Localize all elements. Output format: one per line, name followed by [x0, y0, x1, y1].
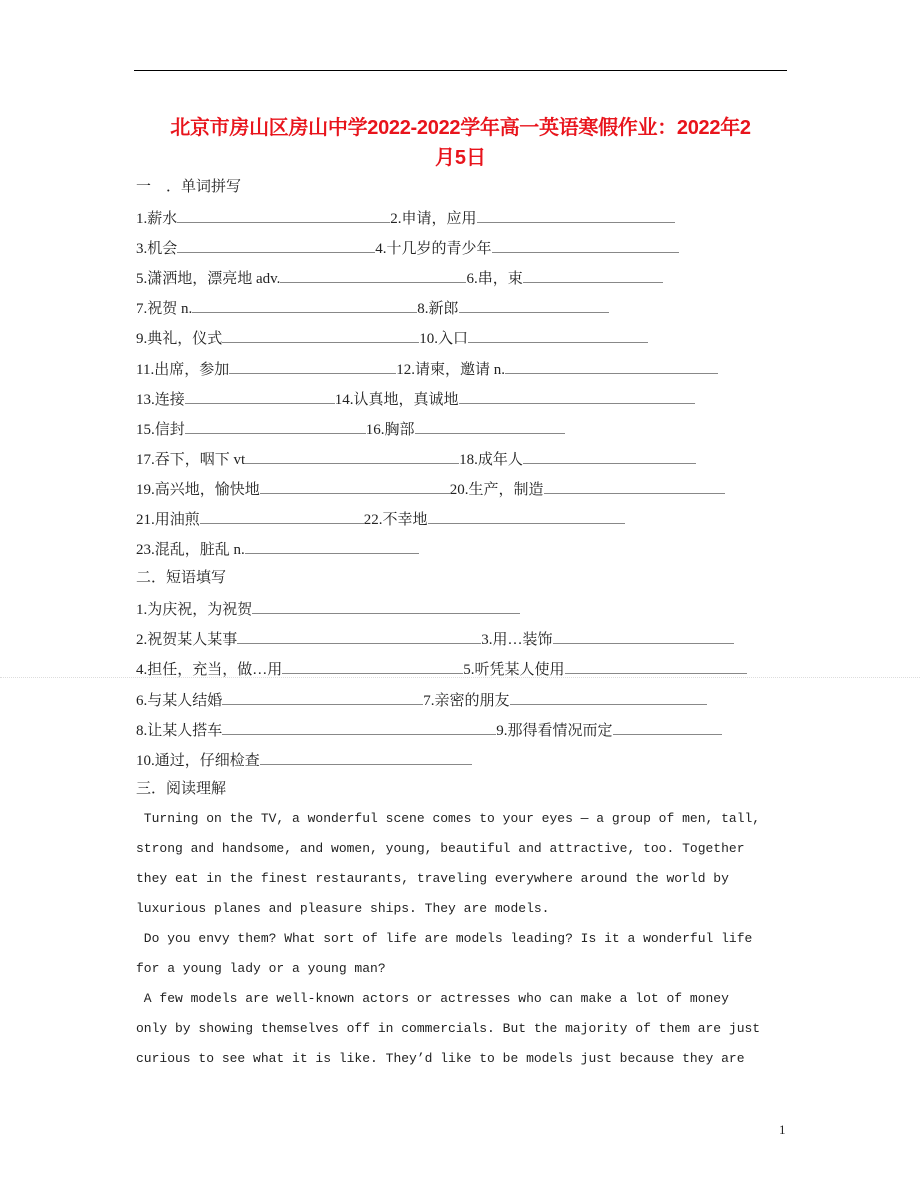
exercise-prompt: 10.通过，仔细检查 [136, 753, 260, 769]
passage-line: Turning on the TV, a wonderful scene comes to your eyes — a group of men, tall, [136, 811, 761, 826]
answer-blank[interactable] [510, 689, 707, 705]
answer-blank[interactable] [185, 418, 366, 434]
exercise-prompt: 7.亲密的朋友 [423, 692, 510, 709]
exercise-prompt: 7.祝贺 n. [136, 301, 193, 318]
exercise-row [136, 448, 696, 470]
answer-blank[interactable] [415, 418, 565, 434]
exercise-row [136, 749, 472, 771]
answer-blank[interactable] [459, 388, 695, 404]
exercise-prompt: 12.请柬，邀请 n. [396, 361, 505, 378]
exercise-prompt: 10.入口 [419, 331, 469, 348]
exercise-prompt: 14.认真地，真诚地 [334, 391, 459, 408]
passage-line: curious to see what it is like. They’d like to be models just because they are [136, 1051, 745, 1066]
answer-blank[interactable] [282, 658, 463, 674]
answer-blank[interactable] [177, 207, 390, 223]
exercise-prompt: 17.吞下，咽下 vt [136, 451, 246, 468]
passage-line: A few models are well-known actors or actresses who can make a lot of money [136, 991, 729, 1006]
exercise-prompt: 23.混乱，脏乱 n. [136, 542, 245, 559]
exercise-row [136, 267, 663, 289]
exercise-row [136, 538, 419, 560]
exercise-prompt: 1.为庆祝，为祝贺 [136, 602, 253, 618]
answer-blank[interactable] [553, 628, 734, 644]
answer-blank[interactable] [260, 749, 472, 765]
passage-line: they eat in the finest restaurants, traveling everywhere around the world by [136, 871, 729, 886]
exercise-prompt: 1.薪水 [136, 211, 178, 227]
section3-heading: 三．阅读理解 [136, 781, 227, 797]
passage-line: strong and handsome, and women, young, beautiful and attractive, too. Together [136, 841, 745, 856]
answer-blank[interactable] [260, 478, 450, 494]
exercise-row [136, 327, 648, 349]
answer-blank[interactable] [477, 207, 675, 223]
page-divider [0, 677, 920, 678]
passage-line: for a young lady or a young man? [136, 961, 386, 976]
passage-line: Do you envy them? What sort of life are models leading? Is it a wonderful life [136, 931, 753, 946]
answer-blank[interactable] [222, 327, 419, 343]
exercise-row [136, 358, 718, 380]
exercise-row [136, 598, 520, 620]
exercise-row [136, 207, 675, 229]
answer-blank[interactable] [544, 478, 725, 494]
exercise-row [136, 388, 695, 410]
answer-blank[interactable] [428, 508, 625, 524]
exercise-prompt: 16.胸部 [365, 421, 415, 438]
exercise-row [136, 478, 725, 500]
exercise-prompt: 6.与某人结婚 [136, 692, 223, 709]
exercise-prompt: 4.十几岁的青少年 [375, 241, 492, 258]
header-rule [134, 70, 787, 71]
answer-blank[interactable] [222, 689, 423, 705]
document-title: 北京市房山区房山中学2022-2022学年高一英语寒假作业：2022年2 [170, 117, 751, 139]
exercise-row [136, 418, 565, 440]
answer-blank[interactable] [222, 719, 496, 735]
exercise-prompt: 20.生产，制造 [449, 481, 544, 498]
answer-blank[interactable] [280, 267, 466, 283]
answer-blank[interactable] [523, 448, 696, 464]
answer-blank[interactable] [459, 297, 609, 313]
exercise-prompt: 13.连接 [136, 391, 185, 408]
exercise-prompt: 4.担任，充当，做…用 [136, 662, 283, 679]
answer-blank[interactable] [492, 237, 679, 253]
exercise-prompt: 3.机会 [136, 241, 178, 258]
answer-blank[interactable] [468, 327, 648, 343]
exercise-prompt: 15.信封 [136, 421, 185, 438]
answer-blank[interactable] [505, 358, 718, 374]
exercise-prompt: 21.用油煎 [136, 512, 200, 528]
answer-blank[interactable] [177, 237, 375, 253]
exercise-prompt: 2.申请，应用 [390, 211, 477, 227]
exercise-prompt: 5.潇洒地，漂亮地 adv. [136, 271, 281, 288]
answer-blank[interactable] [565, 658, 747, 674]
exercise-prompt: 5.听凭某人使用 [463, 662, 565, 679]
exercise-row [136, 508, 625, 530]
exercise-row [136, 628, 734, 650]
answer-blank[interactable] [237, 628, 481, 644]
exercise-row [136, 719, 722, 741]
exercise-prompt: 19.高兴地，愉快地 [136, 481, 260, 498]
exercise-prompt: 3.用…装饰 [481, 632, 553, 649]
exercise-prompt: 8.新郎 [417, 301, 459, 318]
section1-heading: 一 ．单词拼写 [136, 179, 242, 195]
exercise-prompt: 9.典礼，仪式 [136, 331, 223, 348]
answer-blank[interactable] [613, 719, 722, 735]
answer-blank[interactable] [523, 267, 663, 283]
exercise-prompt: 9.那得看情况而定 [496, 722, 613, 739]
exercise-prompt: 2.祝贺某人某事 [136, 632, 238, 649]
exercise-prompt: 6.串，束 [466, 271, 523, 288]
answer-blank[interactable] [229, 358, 396, 374]
answer-blank[interactable] [185, 388, 335, 404]
document-title-continued: 月5日 [434, 147, 487, 169]
exercise-row [136, 297, 609, 319]
answer-blank[interactable] [252, 598, 520, 614]
answer-blank[interactable] [245, 448, 459, 464]
passage-line: luxurious planes and pleasure ships. They are models. [136, 901, 550, 916]
exercise-prompt: 11.出席，参加 [136, 361, 230, 378]
exercise-row [136, 689, 707, 711]
answer-blank[interactable] [200, 508, 364, 524]
exercise-prompt: 8.让某人搭车 [136, 722, 223, 739]
passage-line: only by showing themselves off in commercials. But the majority of them are just [136, 1021, 761, 1036]
exercise-row [136, 237, 679, 259]
answer-blank[interactable] [192, 297, 417, 313]
exercise-prompt: 18.成年人 [459, 451, 523, 468]
section2-heading: 二．短语填写 [136, 570, 227, 586]
answer-blank[interactable] [245, 538, 419, 554]
page-number: 1 [779, 1122, 786, 1137]
exercise-prompt: 22.不幸地 [363, 512, 428, 528]
